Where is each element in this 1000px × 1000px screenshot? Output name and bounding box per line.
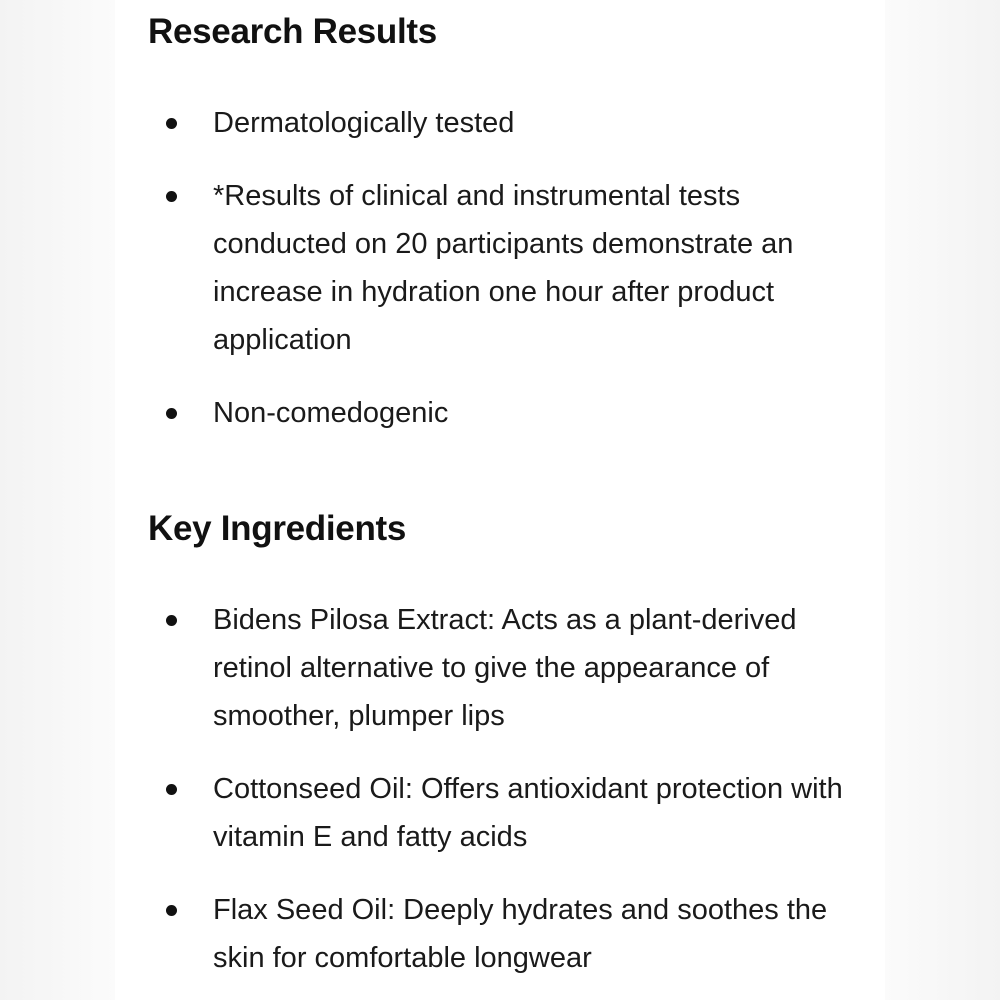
list-item-text: *Results of clinical and instrumental tests conducted on 20 participants demonstrate an increase in hydration one hour after product application <box>213 180 794 356</box>
list-item-text: Dermatologically tested <box>213 107 515 139</box>
list-item <box>0 99 1000 147</box>
key-ingredients-list <box>0 596 1000 982</box>
bullet-icon <box>166 191 177 202</box>
list-item <box>0 886 1000 982</box>
list-item-text: Bidens Pilosa Extract: Acts as a plant-derived retinol alternative to give the appearance of smoother, plumper lips <box>213 604 797 732</box>
bullet-icon <box>166 905 177 916</box>
bullet-icon <box>166 408 177 419</box>
key-ingredients-heading: Key Ingredients <box>148 509 407 548</box>
research-results-heading: Research Results <box>148 12 437 51</box>
list-item-text: Non-comedogenic <box>213 397 449 429</box>
list-item-text: Flax Seed Oil: Deeply hydrates and soothes the skin for comfortable longwear <box>213 894 828 974</box>
research-results-list <box>0 99 1000 437</box>
list-item <box>0 172 1000 364</box>
bullet-icon <box>166 615 177 626</box>
list-item <box>0 389 1000 437</box>
list-item-text: Cottonseed Oil: Offers antioxidant protection with vitamin E and fatty acids <box>213 773 843 853</box>
bullet-icon <box>166 118 177 129</box>
bullet-icon <box>166 784 177 795</box>
list-item <box>0 765 1000 861</box>
list-item <box>0 596 1000 740</box>
